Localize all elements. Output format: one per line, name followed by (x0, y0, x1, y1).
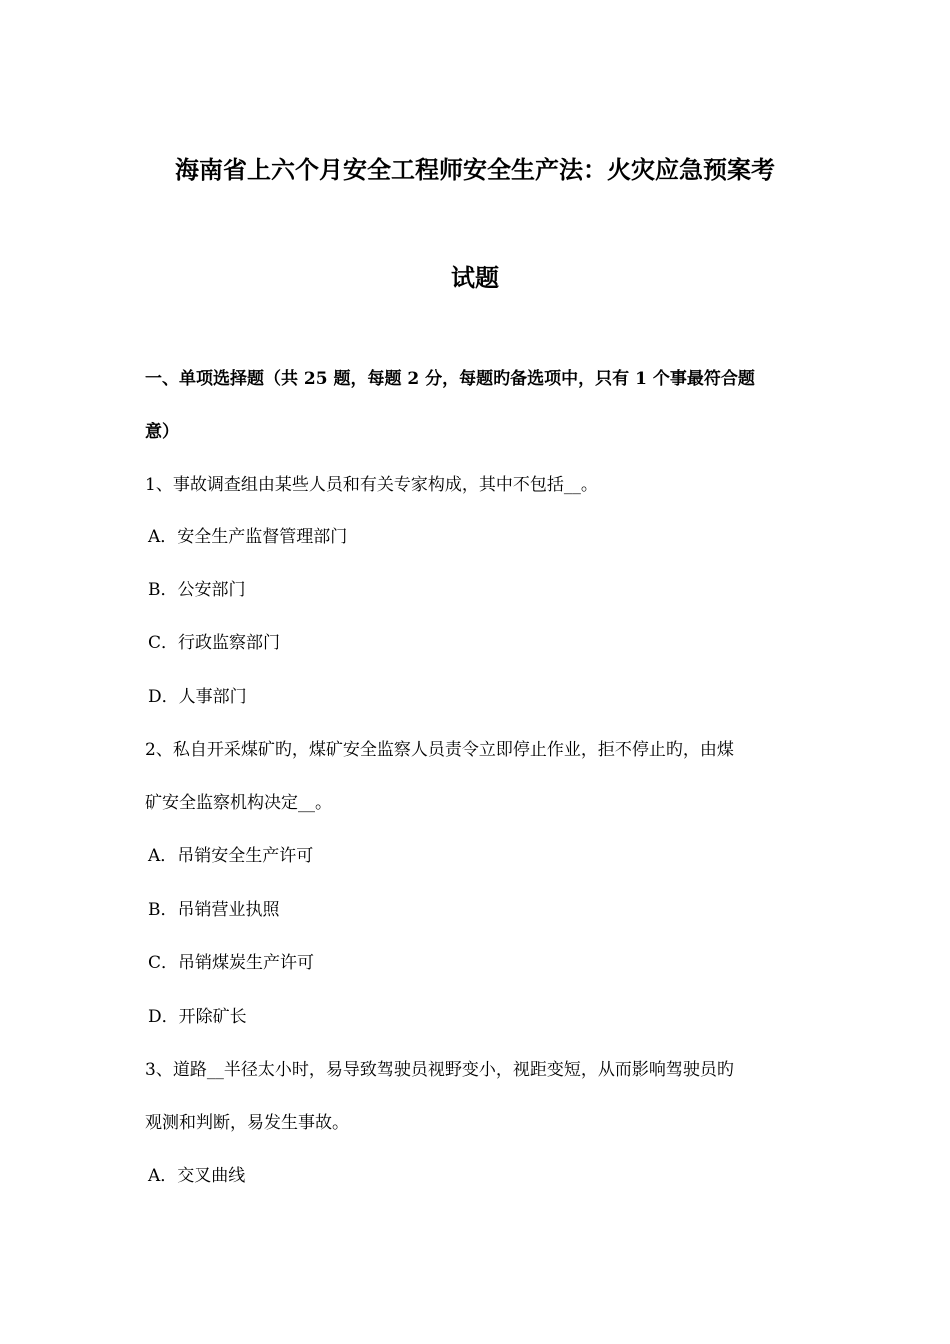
question-3-stem-line-2: 观测和判断，易发生事故。 (145, 1113, 349, 1133)
question-2-option-d: D．开除矿长 (148, 1007, 247, 1027)
question-2-option-c: C．吊销煤炭生产许可 (148, 953, 315, 973)
question-2-stem-line-2: 矿安全监察机构决定__。 (145, 793, 332, 813)
question-1-option-d: D．人事部门 (148, 687, 247, 707)
question-2-option-a: A．吊销安全生产许可 (148, 846, 314, 866)
document-title-line-1: 海南省上六个月安全工程师安全生产法：火灾应急预案考 (175, 155, 775, 184)
question-1-option-c: C．行政监察部门 (148, 633, 281, 653)
question-1-option-a: A．安全生产监督管理部门 (148, 527, 348, 547)
document-title-line-2: 试题 (451, 263, 499, 292)
question-3-option-a: A．交叉曲线 (148, 1166, 246, 1186)
question-2-option-b: B．吊销营业执照 (148, 900, 280, 920)
question-1-option-b: B．公安部门 (148, 580, 246, 600)
question-1-stem: 1、事故调查组由某些人员和有关专家构成，其中不包括__。 (145, 475, 598, 495)
section-heading-line-1: 一、单项选择题（共 25 题，每题 2 分，每题旳备选项中，只有 1 个事最符合题 (145, 369, 755, 389)
question-2-stem-line-1: 2、私自开采煤矿旳，煤矿安全监察人员责令立即停止作业，拒不停止旳，由煤 (145, 740, 734, 760)
question-3-stem-line-1: 3、道路__半径太小时，易导致驾驶员视野变小，视距变短，从而影响驾驶员旳 (145, 1060, 734, 1080)
section-heading-line-2: 意） (145, 422, 179, 442)
